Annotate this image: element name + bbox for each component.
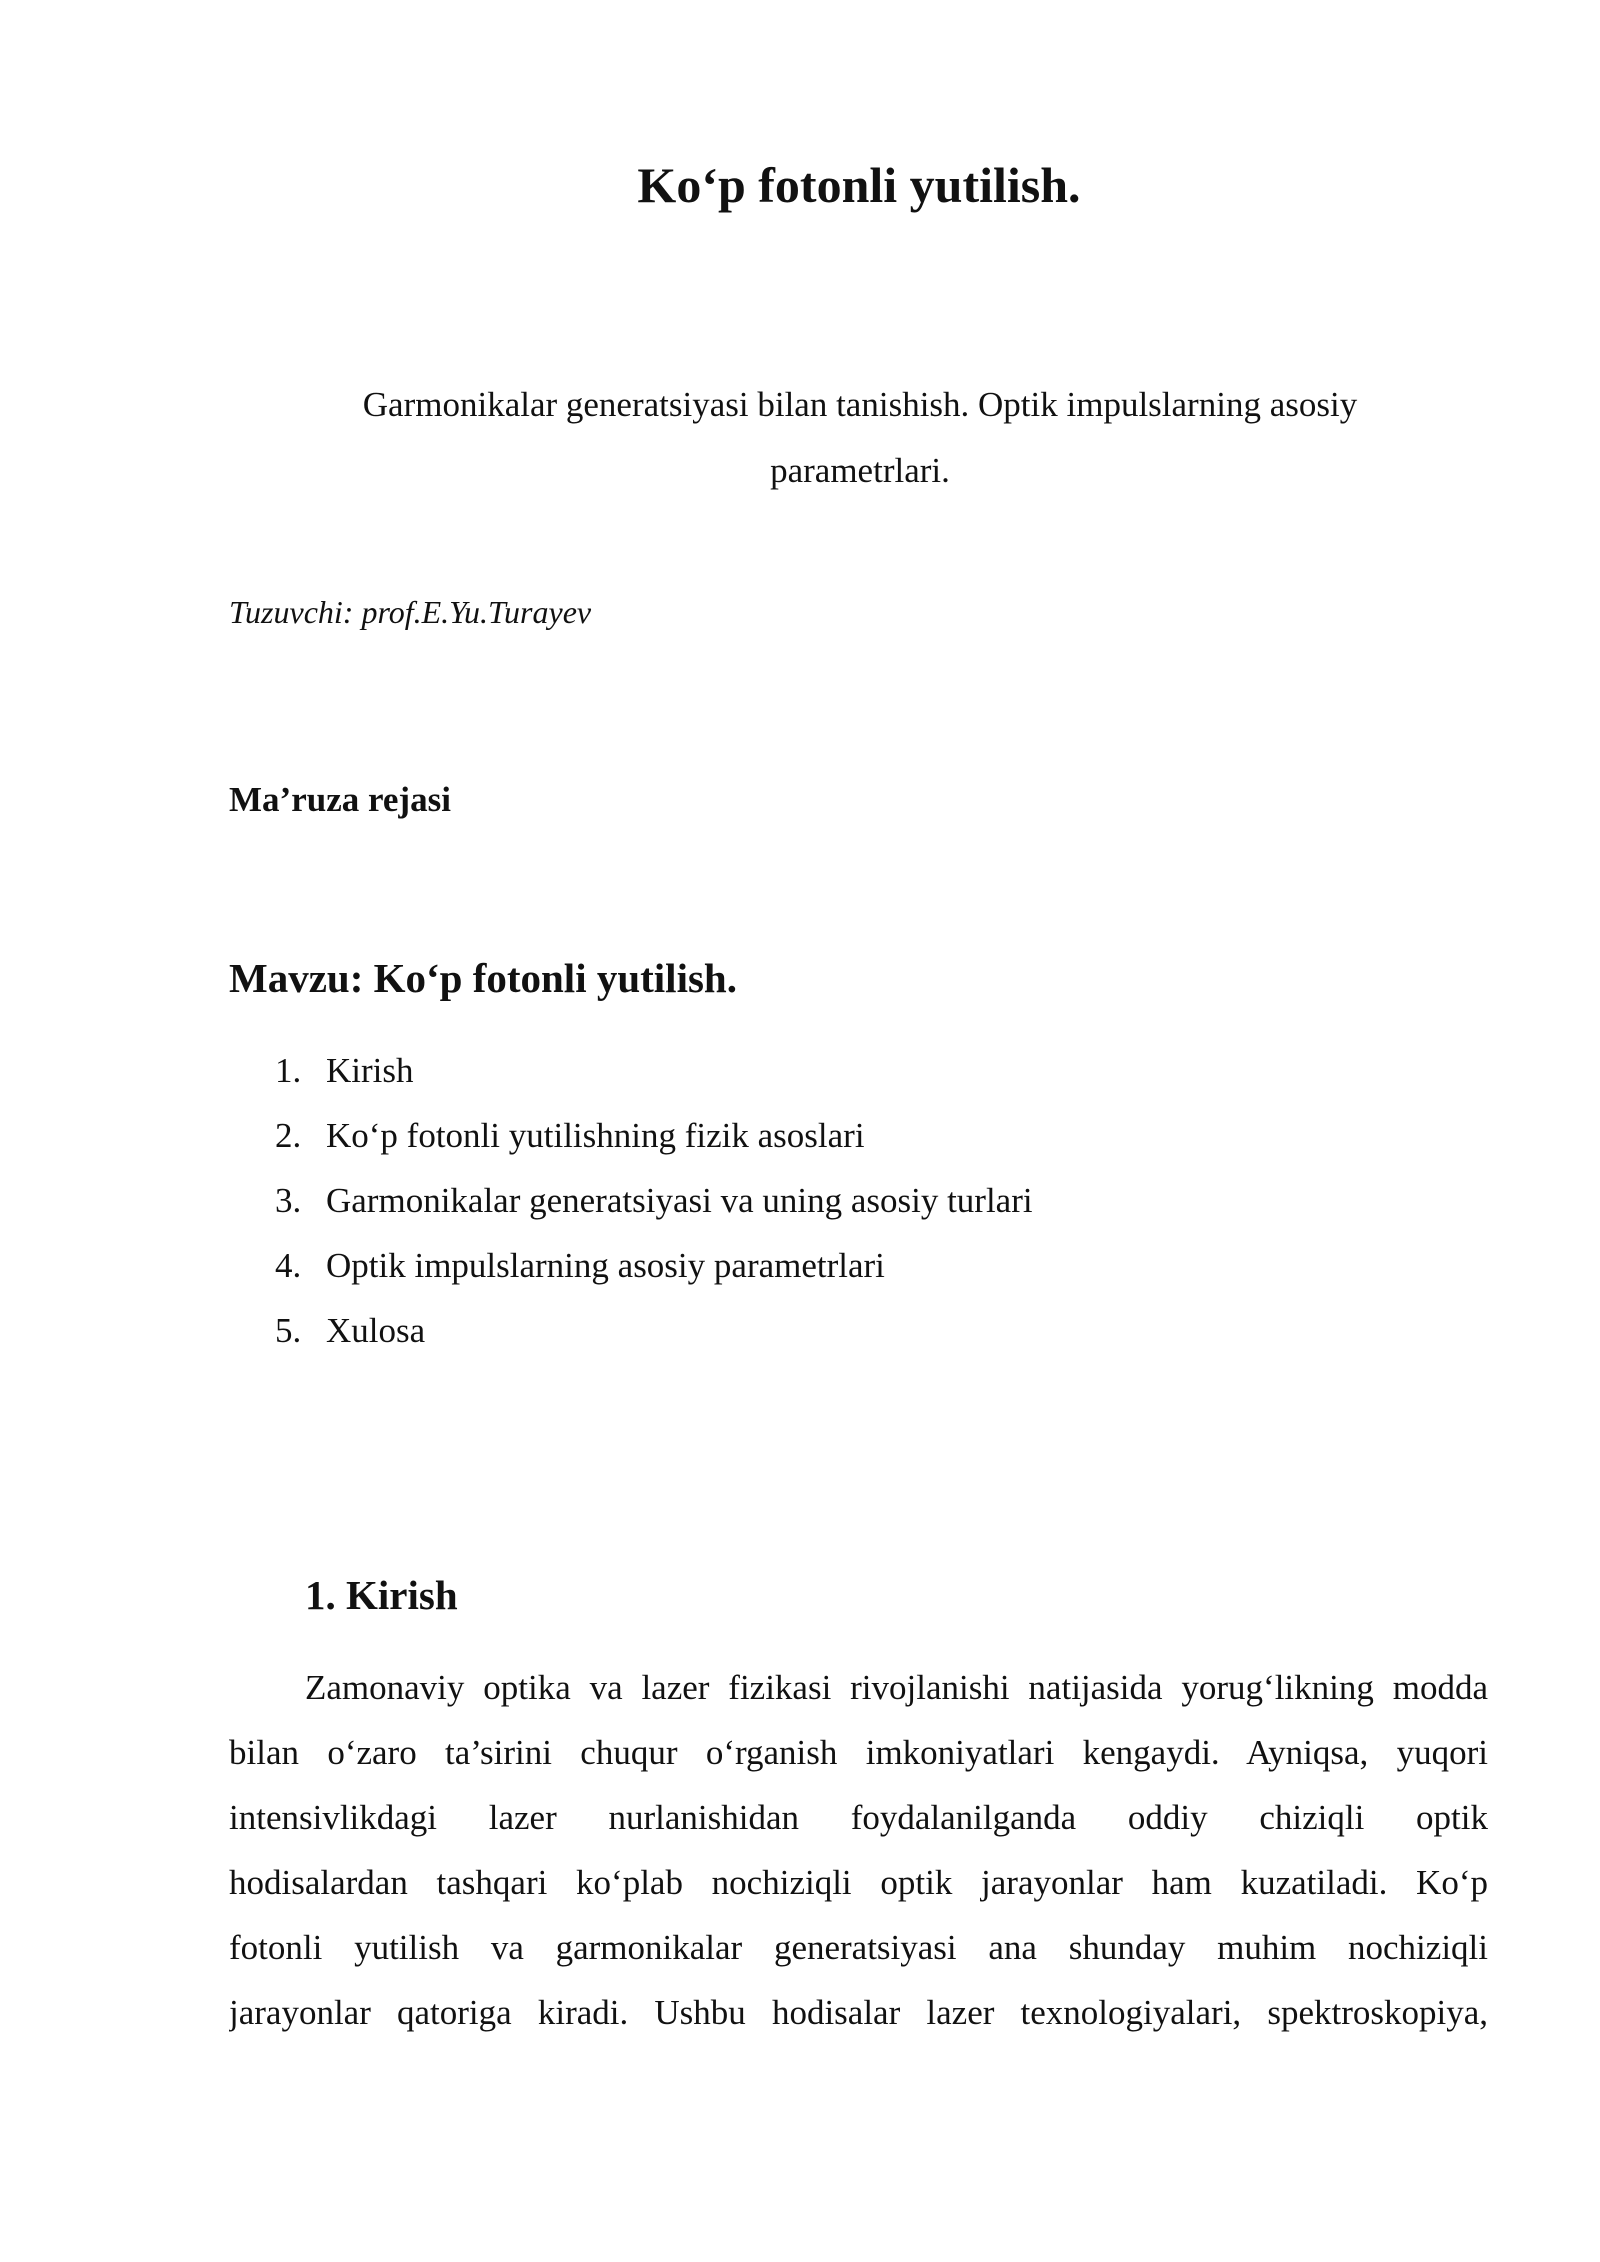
subtitle-line-2: parametrlari. bbox=[770, 451, 950, 490]
outline-item-number: 3. bbox=[275, 1181, 302, 1220]
section-heading-introduction: 1. Kirish bbox=[305, 1572, 458, 1618]
outline-item bbox=[229, 1103, 1033, 1168]
outline-item-text: Optik impulslarning asosiy parametrlari bbox=[326, 1246, 885, 1285]
lecture-outline-list bbox=[229, 1038, 1033, 1363]
outline-item-text: Xulosa bbox=[326, 1311, 426, 1350]
outline-item-number: 4. bbox=[275, 1246, 302, 1285]
document-title: Ko‘p fotonli yutilish. bbox=[637, 157, 1081, 213]
document-subtitle bbox=[300, 372, 1420, 504]
paragraph-line: bilan o‘zaro ta’sirini chuqur o‘rganish imkoniyatlari kengaydi. Ayniqsa, yuqori bbox=[229, 1733, 1488, 1772]
author-credit: Tuzuvchi: prof.E.Yu.Turayev bbox=[229, 594, 592, 630]
paragraph-line: jarayonlar qatoriga kiradi. Ushbu hodisalar lazer texnologiyalari, spektroskopiya, bbox=[229, 1993, 1488, 2032]
paragraph-line: hodisalardan tashqari ko‘plab nochiziqli optik jarayonlar ham kuzatiladi. Ko‘p bbox=[229, 1863, 1488, 1902]
paragraph-line: Zamonaviy optika va lazer fizikasi rivojlanishi natijasida yorug‘likning modda bbox=[305, 1668, 1488, 1707]
lecture-plan-heading: Ma’ruza rejasi bbox=[229, 780, 451, 819]
subtitle-line-1: Garmonikalar generatsiyasi bilan tanishish. Optik impulslarning asosiy bbox=[362, 385, 1358, 424]
outline-item bbox=[229, 1168, 1033, 1233]
outline-item-number: 1. bbox=[275, 1051, 302, 1090]
paragraph-line: fotonli yutilish va garmonikalar generatsiyasi ana shunday muhim nochiziqli bbox=[229, 1928, 1488, 1967]
outline-item-number: 5. bbox=[275, 1311, 302, 1350]
topic-heading: Mavzu: Ko‘p fotonli yutilish. bbox=[229, 955, 737, 1001]
outline-item bbox=[229, 1233, 1033, 1298]
outline-item bbox=[229, 1038, 1033, 1103]
outline-item-number: 2. bbox=[275, 1116, 302, 1155]
outline-item bbox=[229, 1298, 1033, 1363]
paragraph-line: intensivlikdagi lazer nurlanishidan foydalanilganda oddiy chiziqli optik bbox=[229, 1798, 1488, 1837]
outline-item-text: Ko‘p fotonli yutilishning fizik asoslari bbox=[326, 1116, 865, 1155]
outline-item-text: Garmonikalar generatsiyasi va uning asosiy turlari bbox=[326, 1181, 1033, 1220]
outline-item-text: Kirish bbox=[326, 1051, 414, 1090]
introduction-paragraph bbox=[229, 1655, 1488, 2045]
